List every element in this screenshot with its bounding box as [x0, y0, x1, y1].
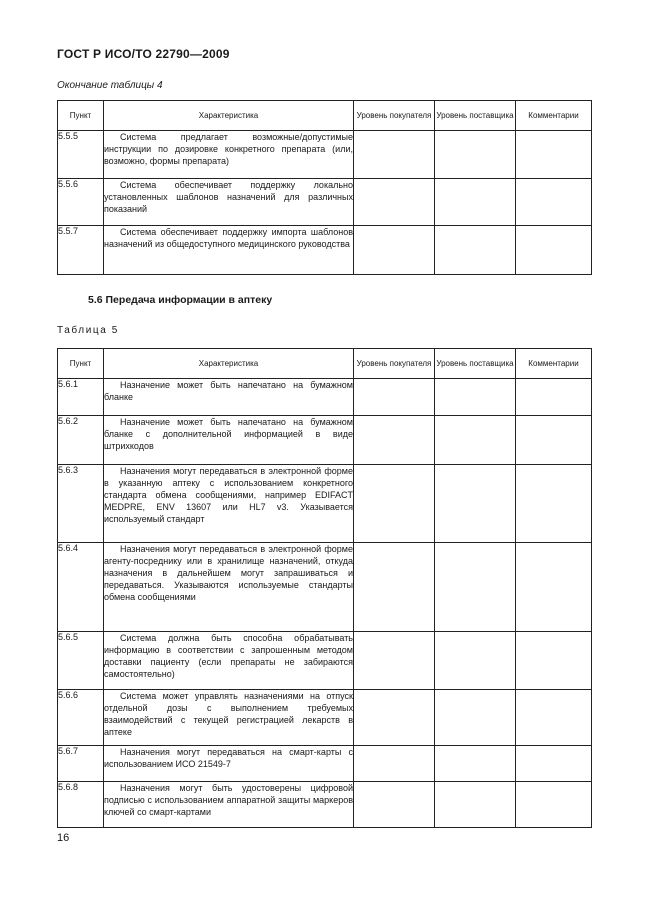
column-header-supplier-level: Уровень поставщика	[435, 349, 516, 379]
characteristic-text: Система обеспечивает поддержку импорта шаблонов назначений из общедоступного медицинского руководства	[104, 227, 353, 249]
characteristic-text: Назначение может быть напечатано на бумажном бланке с дополнительной информацией в виде штрихкодов	[104, 417, 353, 451]
characteristic-text: Назначения могут передаваться в электронной форме агенту-посреднику или в хранилище назначений, откуда назначения в дальнейшем могут запрашиваться и передаваться. Указываются используемые стандарты обмена сообщениями	[104, 544, 353, 602]
buyer-level-cell	[354, 416, 435, 465]
table-5	[57, 348, 592, 828]
supplier-level-cell	[435, 131, 516, 179]
table-row	[58, 179, 592, 226]
characteristic-text: Назначения могут передаваться в электронной форме в указанную аптеку с использованием конкретного стандарта обмена сообщениями, например EDIFACT MEDPRE, ENV 13607 или HL7 v3. Указывается используемый стандарт	[104, 466, 353, 524]
column-header-characteristic: Характеристика	[104, 101, 354, 131]
comments-cell	[516, 131, 592, 179]
comments-cell	[516, 543, 592, 632]
column-header-item: Пункт	[58, 101, 104, 131]
item-number: 5.6.2	[58, 416, 104, 465]
characteristic-text: Назначения могут быть удостоверены цифровой подписью с использованием аппаратной защиты маркеров ключей со смарт-картами	[104, 783, 353, 817]
item-number: 5.6.3	[58, 465, 104, 543]
buyer-level-cell	[354, 690, 435, 746]
item-number: 5.5.7	[58, 226, 104, 275]
column-header-supplier-level: Уровень поставщика	[435, 101, 516, 131]
characteristic-text: Назначение может быть напечатано на бумажном бланке	[104, 380, 353, 402]
buyer-level-cell	[354, 226, 435, 275]
column-header-buyer-level: Уровень покупателя	[354, 349, 435, 379]
comments-cell	[516, 746, 592, 782]
characteristic-text: Система должна быть способна обрабатывать информацию в соответствии с запрошенным методом доставки пациенту (если препараты не забираются самостоятельно)	[104, 633, 353, 679]
comments-cell	[516, 690, 592, 746]
table-5-label: Таблица 5	[57, 325, 119, 336]
column-header-item: Пункт	[58, 349, 104, 379]
buyer-level-cell	[354, 379, 435, 416]
column-header-comments: Комментарии	[516, 349, 592, 379]
supplier-level-cell	[435, 690, 516, 746]
comments-cell	[516, 632, 592, 690]
table-row	[58, 690, 592, 746]
table-row	[58, 632, 592, 690]
comments-cell	[516, 465, 592, 543]
supplier-level-cell	[435, 465, 516, 543]
item-number: 5.6.8	[58, 782, 104, 828]
column-header-buyer-level: Уровень покупателя	[354, 101, 435, 131]
buyer-level-cell	[354, 465, 435, 543]
supplier-level-cell	[435, 782, 516, 828]
supplier-level-cell	[435, 632, 516, 690]
item-number: 5.6.7	[58, 746, 104, 782]
item-number: 5.6.5	[58, 632, 104, 690]
item-number: 5.6.1	[58, 379, 104, 416]
table-4	[57, 100, 592, 275]
comments-cell	[516, 179, 592, 226]
supplier-level-cell	[435, 543, 516, 632]
buyer-level-cell	[354, 782, 435, 828]
comments-cell	[516, 379, 592, 416]
table-row	[58, 782, 592, 828]
buyer-level-cell	[354, 131, 435, 179]
buyer-level-cell	[354, 746, 435, 782]
page-number: 16	[57, 832, 70, 844]
document-title: ГОСТ Р ИСО/ТО 22790—2009	[57, 47, 230, 61]
supplier-level-cell	[435, 379, 516, 416]
supplier-level-cell	[435, 746, 516, 782]
table-row	[58, 131, 592, 179]
buyer-level-cell	[354, 543, 435, 632]
comments-cell	[516, 416, 592, 465]
table-row	[58, 465, 592, 543]
supplier-level-cell	[435, 226, 516, 275]
supplier-level-cell	[435, 179, 516, 226]
table-row	[58, 226, 592, 275]
column-header-comments: Комментарии	[516, 101, 592, 131]
buyer-level-cell	[354, 632, 435, 690]
table-row	[58, 746, 592, 782]
item-number: 5.5.6	[58, 179, 104, 226]
characteristic-text: Назначения могут передаваться на смарт-карты с использованием ИСО 21549-7	[104, 747, 353, 769]
comments-cell	[516, 782, 592, 828]
supplier-level-cell	[435, 416, 516, 465]
table-5-header-row	[58, 349, 592, 379]
buyer-level-cell	[354, 179, 435, 226]
section-heading: 5.6 Передача информации в аптеку	[88, 294, 273, 306]
table-4-header-row	[58, 101, 592, 131]
characteristic-text: Система может управлять назначениями на отпуск отдельной дозы с выполнением требуемых взаимодействий с текущей регистрацией лекарств в аптеке	[104, 691, 353, 737]
comments-cell	[516, 226, 592, 275]
item-number: 5.5.5	[58, 131, 104, 179]
table-row	[58, 543, 592, 632]
item-number: 5.6.6	[58, 690, 104, 746]
characteristic-text: Система обеспечивает поддержку локально установленных шаблонов назначений для различных показаний	[104, 180, 353, 214]
column-header-characteristic: Характеристика	[104, 349, 354, 379]
characteristic-text: Система предлагает возможные/допустимые инструкции по дозировке конкретного препарата (или, возможно, формы препарата)	[104, 132, 353, 166]
item-number: 5.6.4	[58, 543, 104, 632]
table-4-continuation-caption: Окончание таблицы 4	[57, 80, 163, 91]
table-row	[58, 379, 592, 416]
table-row	[58, 416, 592, 465]
